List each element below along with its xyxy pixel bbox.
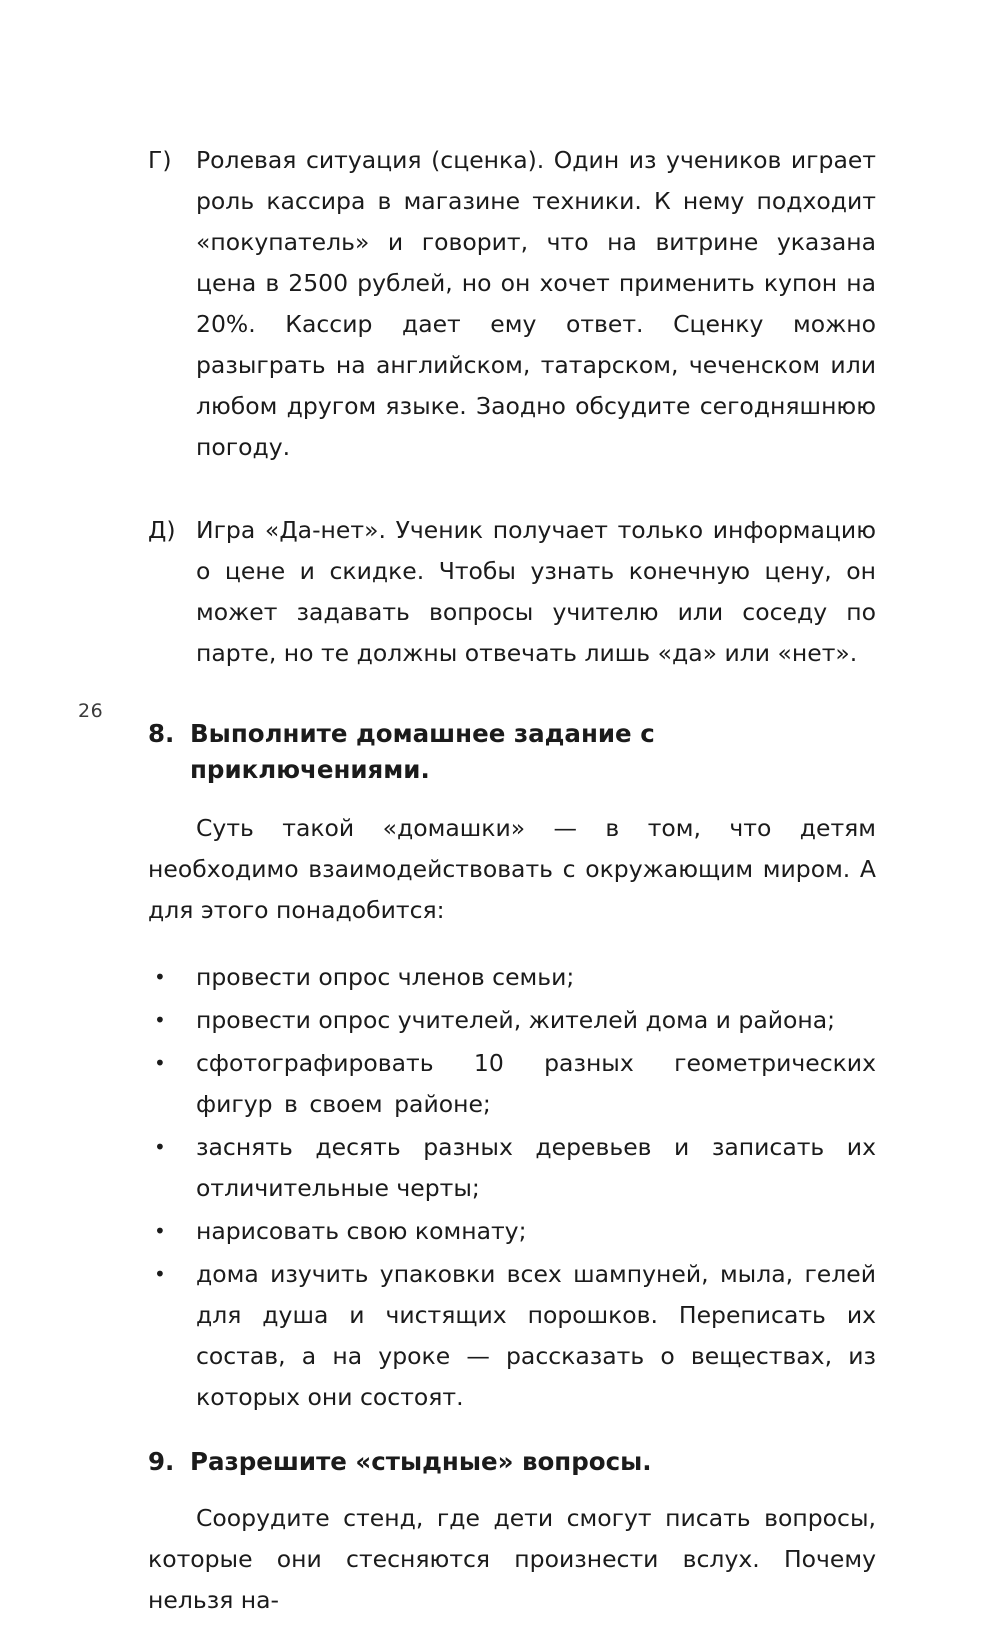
section-number: 8. bbox=[148, 719, 175, 748]
list-item: • нарисовать свою комнату; bbox=[148, 1211, 876, 1252]
list-item: • провести опрос учителей, жителей дома и района; bbox=[148, 1000, 876, 1041]
section-title: Разрешите «стыдные» вопросы. bbox=[190, 1447, 652, 1476]
homework-bullet-list bbox=[148, 957, 876, 1418]
list-item-marker: Г) bbox=[148, 146, 172, 174]
list-item-marker: Д) bbox=[148, 516, 176, 544]
section-8-intro: Суть такой «домашки» — в том, что детям необходимо взаимодействовать с окружающим миром. А для этого понадобится: bbox=[148, 814, 876, 924]
section-9-paragraph: Соорудите стенд, где дети смогут писать вопросы, которые они стесняются произнести вслух. Почему нельзя на- bbox=[148, 1504, 876, 1614]
list-item bbox=[148, 140, 876, 468]
page-content bbox=[148, 140, 876, 1647]
list-item-text: Ролевая ситуация (сценка). Один из учеников играет роль кассира в магазине техники. К нему подходит «покупатель» и говорит, что на витрине указана цена в 2500 рублей, но он хочет применить купон на 20%. Кассир дает ему ответ. Сценку можно разыграть на английском, татарском, чеченском или любом другом языке. Заодно обсудите сегодняшнюю погоду. bbox=[196, 146, 876, 461]
list-item: • дома изучить упаковки всех шампуней, мыла, гелей для душа и чистящих порошков. Переписать их состав, а на уроке — рассказать о веществах, из которых они состоят. bbox=[148, 1254, 876, 1418]
list-item-text: Игра «Да-нет». Ученик получает только информацию о цене и скидке. Чтобы узнать конечную цену, он может задавать вопросы учителю или соседу по парте, но те должны отвечать лишь «да» или «нет». bbox=[196, 516, 876, 667]
list-item: • провести опрос членов семьи; bbox=[148, 957, 876, 998]
section-number: 9. bbox=[148, 1447, 175, 1476]
page-number: 26 bbox=[78, 700, 104, 722]
list-item: • заснять десять разных деревьев и записать их отличительные черты; bbox=[148, 1127, 876, 1209]
list-item: • сфотографировать 10 разных геометрических фигур в своем районе; bbox=[148, 1043, 876, 1125]
section-title: Выполните домашнее задание с приключениями. bbox=[190, 719, 655, 784]
list-item bbox=[148, 510, 876, 674]
section-heading-8 bbox=[148, 716, 876, 788]
section-heading-9 bbox=[148, 1444, 876, 1480]
